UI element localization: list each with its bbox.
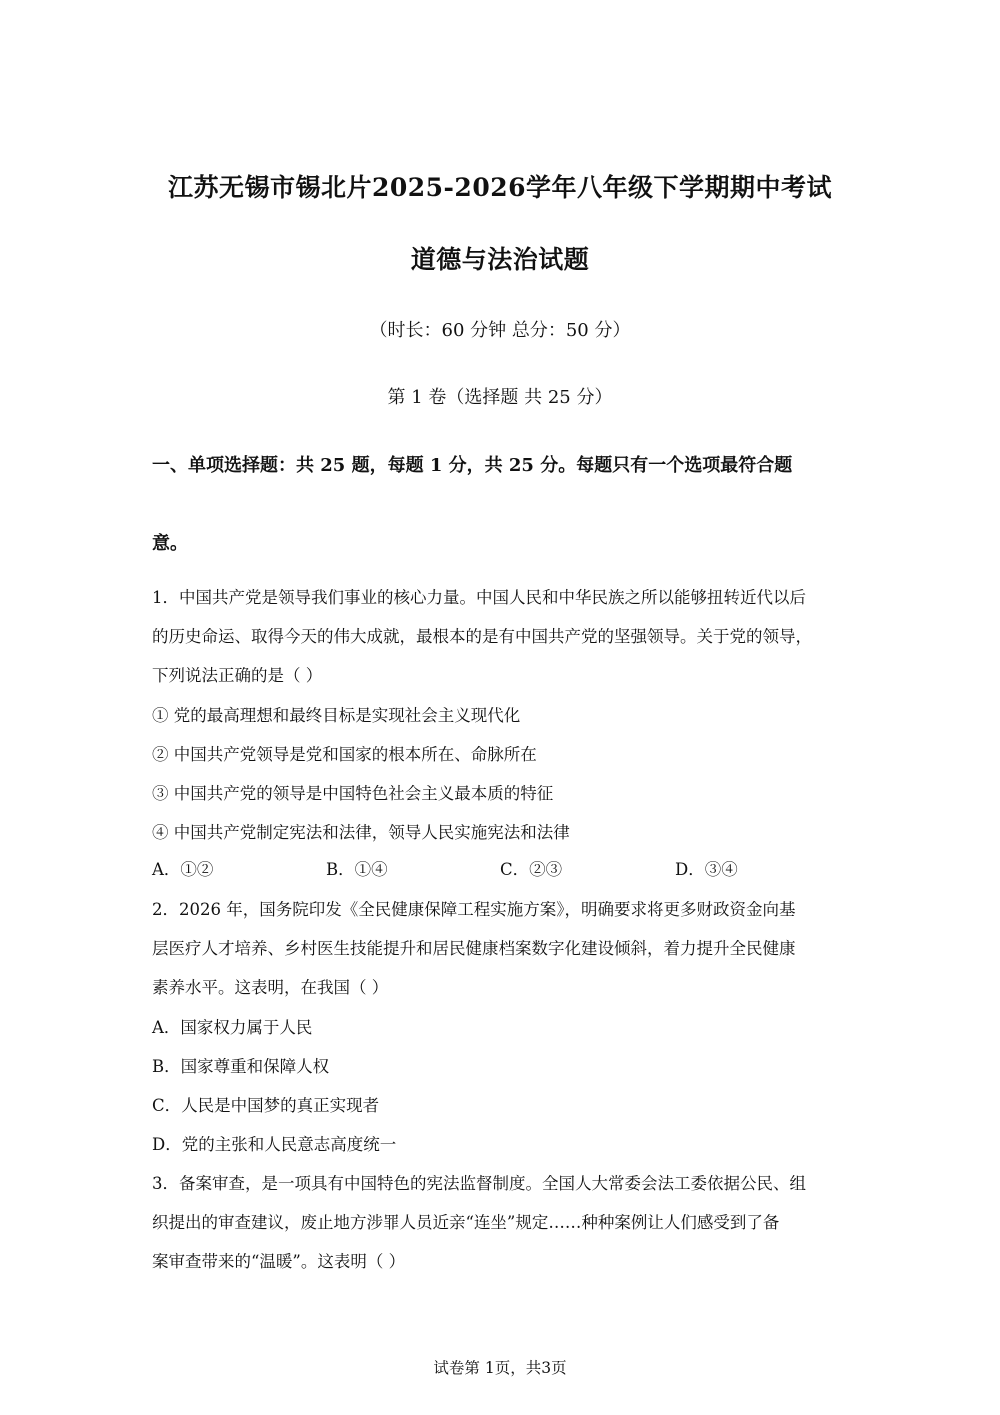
- question-3-stem-line-3: 案审查带来的“温暖”。这表明（ ）: [152, 1252, 406, 1271]
- page-footer: 试卷第 1页，共3页: [433, 1359, 567, 1377]
- exam-title: 江苏无锡市锡北片2025-2026学年八年级下学期期中考试: [167, 173, 833, 202]
- question-1-stem-line-2: 的历史命运、取得今天的伟大成就，最根本的是有中国共产党的坚强领导。关于党的领导，: [152, 627, 812, 646]
- section-heading: 一、单项选择题：共 25 题，每题 1 分，共 25 分。每题只有一个选项最符合题: [152, 455, 793, 476]
- question-2-option-c: C．人民是中国梦的真正实现者: [152, 1096, 380, 1115]
- duration-info: （时长：60 分钟 总分：50 分）: [369, 320, 631, 341]
- question-1-option-b: B．①④: [326, 860, 388, 879]
- question-1-stem-line-3: 下列说法正确的是（ ）: [152, 666, 323, 685]
- question-3-stem-line-2: 织提出的审查建议，废止地方涉罪人员近亲“连坐”规定……种种案例让人们感受到了备: [152, 1213, 780, 1232]
- question-2-option-d: D．党的主张和人民意志高度统一: [152, 1135, 397, 1154]
- exam-subject-title: 道德与法治试题: [410, 245, 590, 274]
- question-1-statement-4: ④ 中国共产党制定宪法和法律，领导人民实施宪法和法律: [152, 823, 570, 842]
- question-1-option-d: D．③④: [675, 860, 738, 879]
- question-2-stem-line-3: 素养水平。这表明，在我国（ ）: [152, 978, 389, 997]
- question-2-stem-line-1: 2．2026 年，国务院印发《全民健康保障工程实施方案》，明确要求将更多财政资金向基: [152, 900, 796, 919]
- question-3-stem-line-1: 3．备案审查，是一项具有中国特色的宪法监督制度。全国人大常委会法工委依据公民、组: [152, 1174, 806, 1193]
- question-1-statement-1: ① 党的最高理想和最终目标是实现社会主义现代化: [152, 706, 521, 725]
- question-1-option-c: C．②③: [500, 860, 563, 879]
- question-1-option-a: A．①②: [152, 860, 214, 879]
- question-2-stem-line-2: 层医疗人才培养、乡村医生技能提升和居民健康档案数字化建设倾斜，着力提升全民健康: [152, 939, 796, 958]
- question-1-statement-3: ③ 中国共产党的领导是中国特色社会主义最本质的特征: [152, 784, 554, 803]
- volume-info: 第 1 卷（选择题 共 25 分）: [387, 387, 613, 408]
- question-1-statement-2: ② 中国共产党领导是党和国家的根本所在、命脉所在: [152, 745, 537, 764]
- question-2-option-a: A．国家权力属于人民: [152, 1018, 313, 1037]
- question-2-option-b: B．国家尊重和保障人权: [152, 1057, 330, 1076]
- section-heading-continued: 意。: [152, 533, 188, 554]
- question-1-stem-line-1: 1．中国共产党是领导我们事业的核心力量。中国人民和中华民族之所以能够扭转近代以后: [152, 588, 806, 607]
